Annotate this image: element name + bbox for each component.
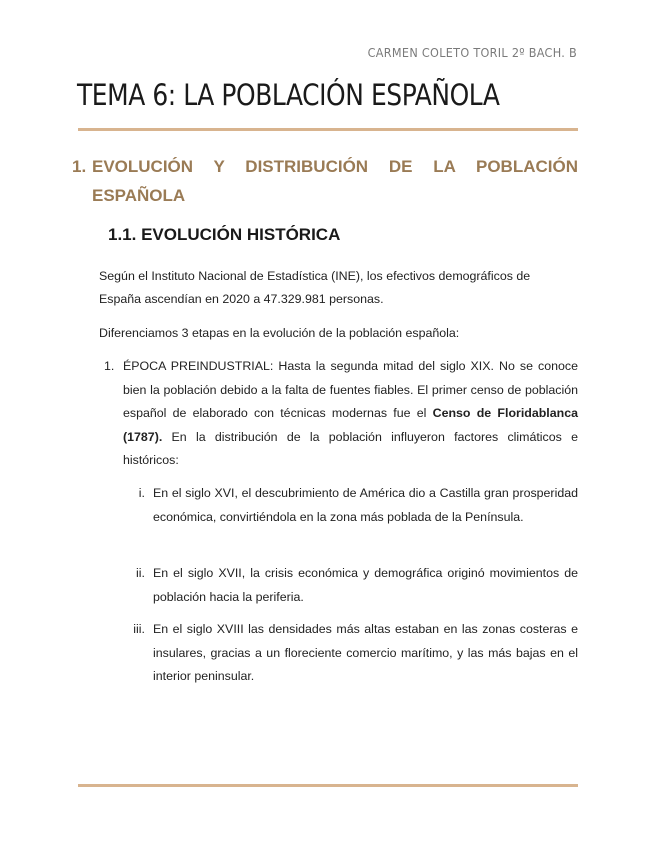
subsection-heading: 1.1. EVOLUCIÓN HISTÓRICA xyxy=(108,225,341,244)
sub-item-text: En el siglo XVI, el descubrimiento de América dio a Castilla gran prosperidad económica, convirtiéndola en la zona más poblada de la Península. xyxy=(153,486,578,524)
bottom-divider xyxy=(78,784,578,787)
header-author: CARMEN COLETO TORIL 2º BACH. B xyxy=(367,45,577,60)
list-text-before: ÉPOCA PREINDUSTRIAL: Hasta la segunda mitad del siglo XIX. No se conoce bien la población debido a la falta de fuentes fiables. El primer censo de población español de elaborado con técnicas modernas fue el xyxy=(123,359,578,420)
section-heading-line1: EVOLUCIÓN Y DISTRIBUCIÓN DE LA POBLACIÓN xyxy=(92,157,578,176)
list-text-after: En la distribución de la población influyeron factores climáticos e históricos: xyxy=(123,429,578,467)
sub-item-text: En el siglo XVII, la crisis económica y demográfica originó movimientos de población hacia la periferia. xyxy=(153,566,578,604)
sub-item-marker: i. xyxy=(138,486,145,500)
list-item-text xyxy=(123,355,578,473)
sub-item-marker: ii. xyxy=(136,566,145,580)
section-number: 1. xyxy=(72,157,87,176)
sub-item-marker: iii. xyxy=(133,622,145,636)
section-heading-line2: ESPAÑOLA xyxy=(92,186,186,205)
paragraph-stages: Diferenciamos 3 etapas en la evolución de la población española: xyxy=(99,326,460,340)
paragraph-intro: Según el Instituto Nacional de Estadística (INE), los efectivos demográficos de España ascendían en 2020 a 47.329.981 personas. xyxy=(99,269,531,306)
document-title: TEMA 6: LA POBLACIÓN ESPAÑOLA xyxy=(77,78,500,112)
list-marker: 1. xyxy=(104,359,115,373)
census-name: Censo de Floridablanca (1787). xyxy=(123,406,578,444)
sub-item-text: En el siglo XVIII las densidades más altas estaban en las zonas costeras e insulares, gracias a un floreciente comercio marítimo, y las más bajas en el interior peninsular. xyxy=(153,622,578,683)
top-divider xyxy=(78,128,578,131)
